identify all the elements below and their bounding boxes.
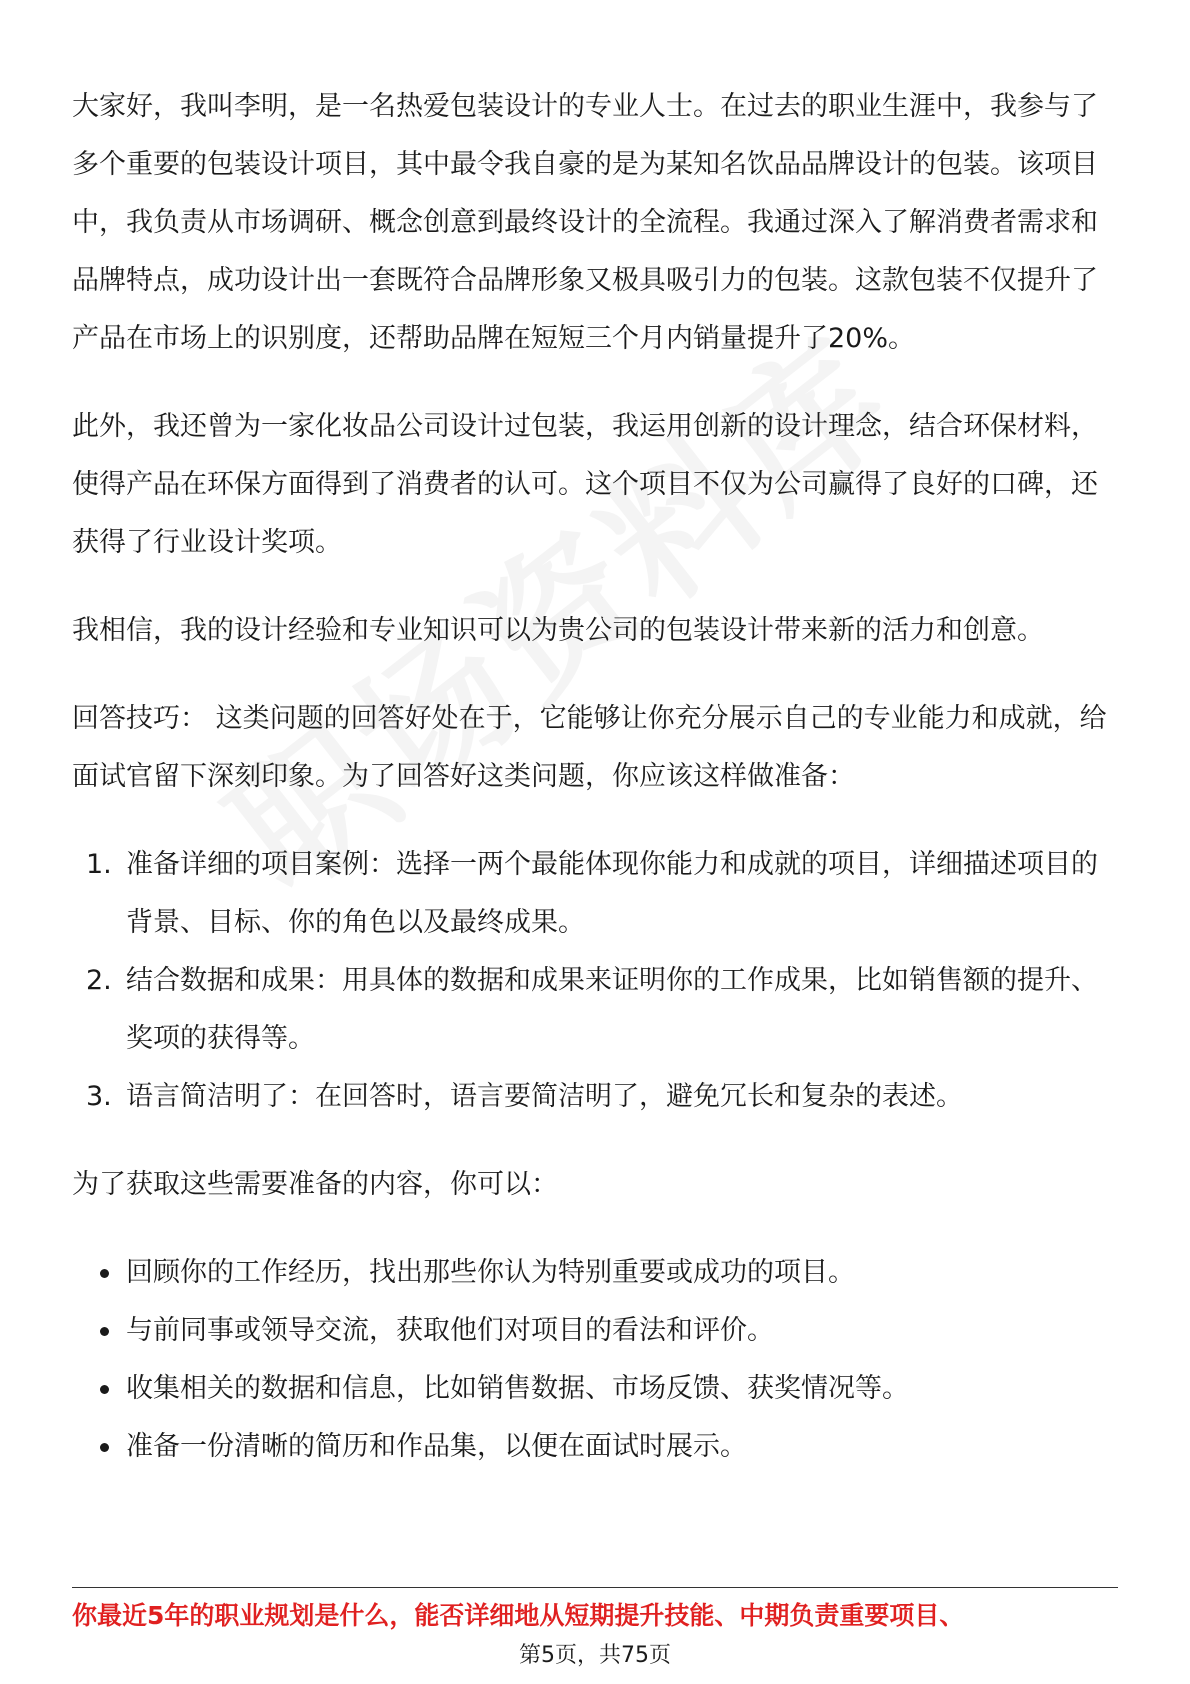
footer-divider [72,1587,1118,1588]
bullet-icon [100,1269,109,1278]
bullet-icon [100,1385,109,1394]
numbered-list [72,836,1118,1126]
bullet-icon [100,1327,109,1336]
list-item [72,1360,1118,1418]
list-item-text: 准备详细的项目案例：选择一两个最能体现你能力和成就的项目，详细描述项目的背景、目标、你的角色以及最终成果。 [126,849,1098,938]
list-item [72,1244,1118,1302]
list-item-text: 准备一份清晰的简历和作品集，以便在面试时展示。 [126,1431,747,1462]
prep-intro-paragraph: 为了获取这些需要准备的内容，你可以： [72,1169,558,1200]
list-item [72,1418,1118,1476]
bullet-icon [100,1443,109,1452]
third-paragraph: 我相信，我的设计经验和专业知识可以为贵公司的包装设计带来新的活力和创意。 [72,615,1044,646]
bullet-list [72,1244,1118,1476]
next-question-heading: 你最近5年的职业规划是什么，能否详细地从短期提升技能、中期负责重要项目、 [72,1601,965,1630]
list-item-text: 语言简洁明了：在回答时，语言要简洁明了，避免冗长和复杂的表述。 [126,1081,963,1112]
document-body [72,78,1118,1476]
page-number: 第5页，共75页 [519,1643,671,1668]
list-item-text: 收集相关的数据和信息，比如销售数据、市场反馈、获奖情况等。 [126,1373,909,1404]
intro-paragraph: 大家好，我叫李明，是一名热爱包装设计的专业人士。在过去的职业生涯中，我参与了多个重要的包装设计项目，其中最令我自豪的是为某知名饮品品牌设计的包装。该项目中，我负责从市场调研、概念创意到最终设计的全流程。我通过深入了解消费者需求和品牌特点，成功设计出一套既符合品牌形象又极具吸引力的包装。这款包装不仅提升了产品在市场上的识别度，还帮助品牌在短短三个月内销量提升了20%。 [72,91,1098,354]
list-item-text: 回顾你的工作经历，找出那些你认为特别重要或成功的项目。 [126,1257,855,1288]
list-item [72,836,1118,952]
second-paragraph: 此外，我还曾为一家化妆品公司设计过包装，我运用创新的设计理念，结合环保材料，使得产品在环保方面得到了消费者的认可。这个项目不仅为公司赢得了良好的口碑，还获得了行业设计奖项。 [72,411,1098,558]
list-item [72,1302,1118,1360]
list-item-text: 与前同事或领导交流，获取他们对项目的看法和评价。 [126,1315,774,1346]
list-item [72,952,1118,1068]
list-number: 3. [86,1081,112,1112]
list-item-text: 结合数据和成果：用具体的数据和成果来证明你的工作成果，比如销售额的提升、奖项的获得等。 [126,965,1098,1054]
list-item [72,1068,1118,1126]
list-number: 2. [86,965,112,996]
tips-paragraph: 回答技巧： 这类问题的回答好处在于，它能够让你充分展示自己的专业能力和成就，给面试官留下深刻印象。为了回答好这类问题，你应该这样做准备： [72,703,1107,792]
list-number: 1. [86,849,112,880]
